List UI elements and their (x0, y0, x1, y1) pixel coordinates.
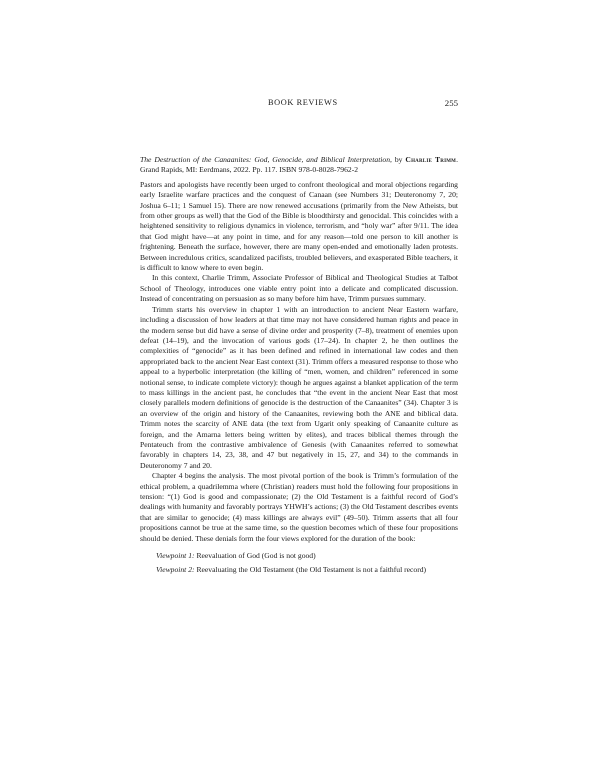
viewpoint-label: Viewpoint 2: (156, 565, 195, 575)
running-title: BOOK REVIEWS (268, 98, 338, 107)
paragraph-4: Chapter 4 begins the analysis. The most pivotal portion of the book is Trimm’s formulation of the ethical problem, a quadrilemma where (Christian) readers must hold the following four propositions in tension: “(1) God is good and compassionate; (2) the Old Testament is a faithful record of God’s dealings with humanity and favorably portrays YHWH’s actions; (3) the Old Testament describes events that are similar to genocide; (4) mass killings are always evil” (49–50). Trimm asserts that all four propositions cannot be true at the same time, so the question becomes which of these four propositions should be denied. These denials form the four views explored for the duration of the book: (140, 471, 458, 543)
paragraph-1: Pastors and apologists have recently been urged to confront theological and moral objections regarding early Israelite warfare practices and the conquest of Canaan (see Numbers 31; Deuteronomy 7, 20; Joshua 6–11; 1 Samuel 15). There are now renewed accusations (primarily from the New Atheists, but from other groups as well) that the God of the Bible is bloodthirsty and genocidal. This coincides with a heightened sensitivity to religious dynamics in violence, terrorism, and “holy war” after 9/11. The idea that God might have—at any point in time, and for any reason—told one person to kill another is frightening. Beneath the surface, however, there are many open-ended and emotionally laden protests. Between incredulous critics, scandalized pacifists, troubled believers, and exasperated Bible teachers, it is difficult to know where to even begin. (140, 179, 458, 273)
paragraph-2: In this context, Charlie Trimm, Associate Professor of Biblical and Theological Studies at Talbot School of Theology, introduces one viable entry point into a delicate and complicated discussion. Instead of concentrating on persuasion as so many before him have, Trimm pursues summary. (140, 273, 458, 304)
viewpoint-text: Reevaluating the Old Testament (the Old Testament is not a faithful record) (194, 565, 427, 575)
citation-by: by (391, 155, 406, 164)
viewpoint-item (156, 551, 458, 561)
book-review-body (140, 155, 458, 576)
viewpoint-text: Reevaluation of God (God is not good) (194, 551, 316, 561)
book-author: Charlie Trimm (405, 155, 457, 164)
viewpoint-label: Viewpoint 1: (156, 551, 195, 561)
publication-info: . Grand Rapids, MI: Eerdmans, 2022. Pp. 117. ISBN 978-0-8028-7962-2 (140, 155, 458, 175)
book-title: The Destruction of the Canaanites: God, Genocide, and Biblical Interpretation, (140, 155, 392, 164)
paragraph-3: Trimm starts his overview in chapter 1 with an introduction to ancient Near Eastern warfare, including a discussion of how leaders at that time may not have considered human rights and peace in the modern sense but did have a sense of divine order and prosperity (7–8), treatment of enemies upon defeat (14–19), and the invocation of various gods (17–24). In chapter 2, he then outlines the complexities of “genocide” as it has been defined and refined in international law codes and then appropriated back to the ancient Near East context (31). Trimm offers a measured response to those who appeal to a hyperbolic interpretation (the killing of “men, women, and children” referenced in some notional sense, to indicate complete victory): though he argues against a blanket application of the term to mass killings in the ancient past, he concludes that “the event in the ancient Near East that most closely parallels modern definitions of genocide is the destruction of the Canaanites” (34). Chapter 3 is an overview of the origin and history of the Canaanites, reviewing both the ANE and biblical data. Trimm notes the scarcity of ANE data (the text from Ugarit only speaking of Canaanite culture as foreign, and the Amarna letters being written by elites), and traces biblical themes through the Pentateuch from the contrastive ambivalence of Genesis (with Canaanites referred to somewhat favorably in chapters 14, 23, 38, and 47 but negatively in 15, 27, and 34) to the commands in Deuteronomy 7 and 20. (140, 304, 458, 470)
running-header (140, 98, 458, 110)
book-citation (140, 155, 458, 176)
viewpoint-list (140, 551, 458, 576)
page-number: 255 (444, 98, 458, 108)
viewpoint-item (156, 565, 458, 575)
